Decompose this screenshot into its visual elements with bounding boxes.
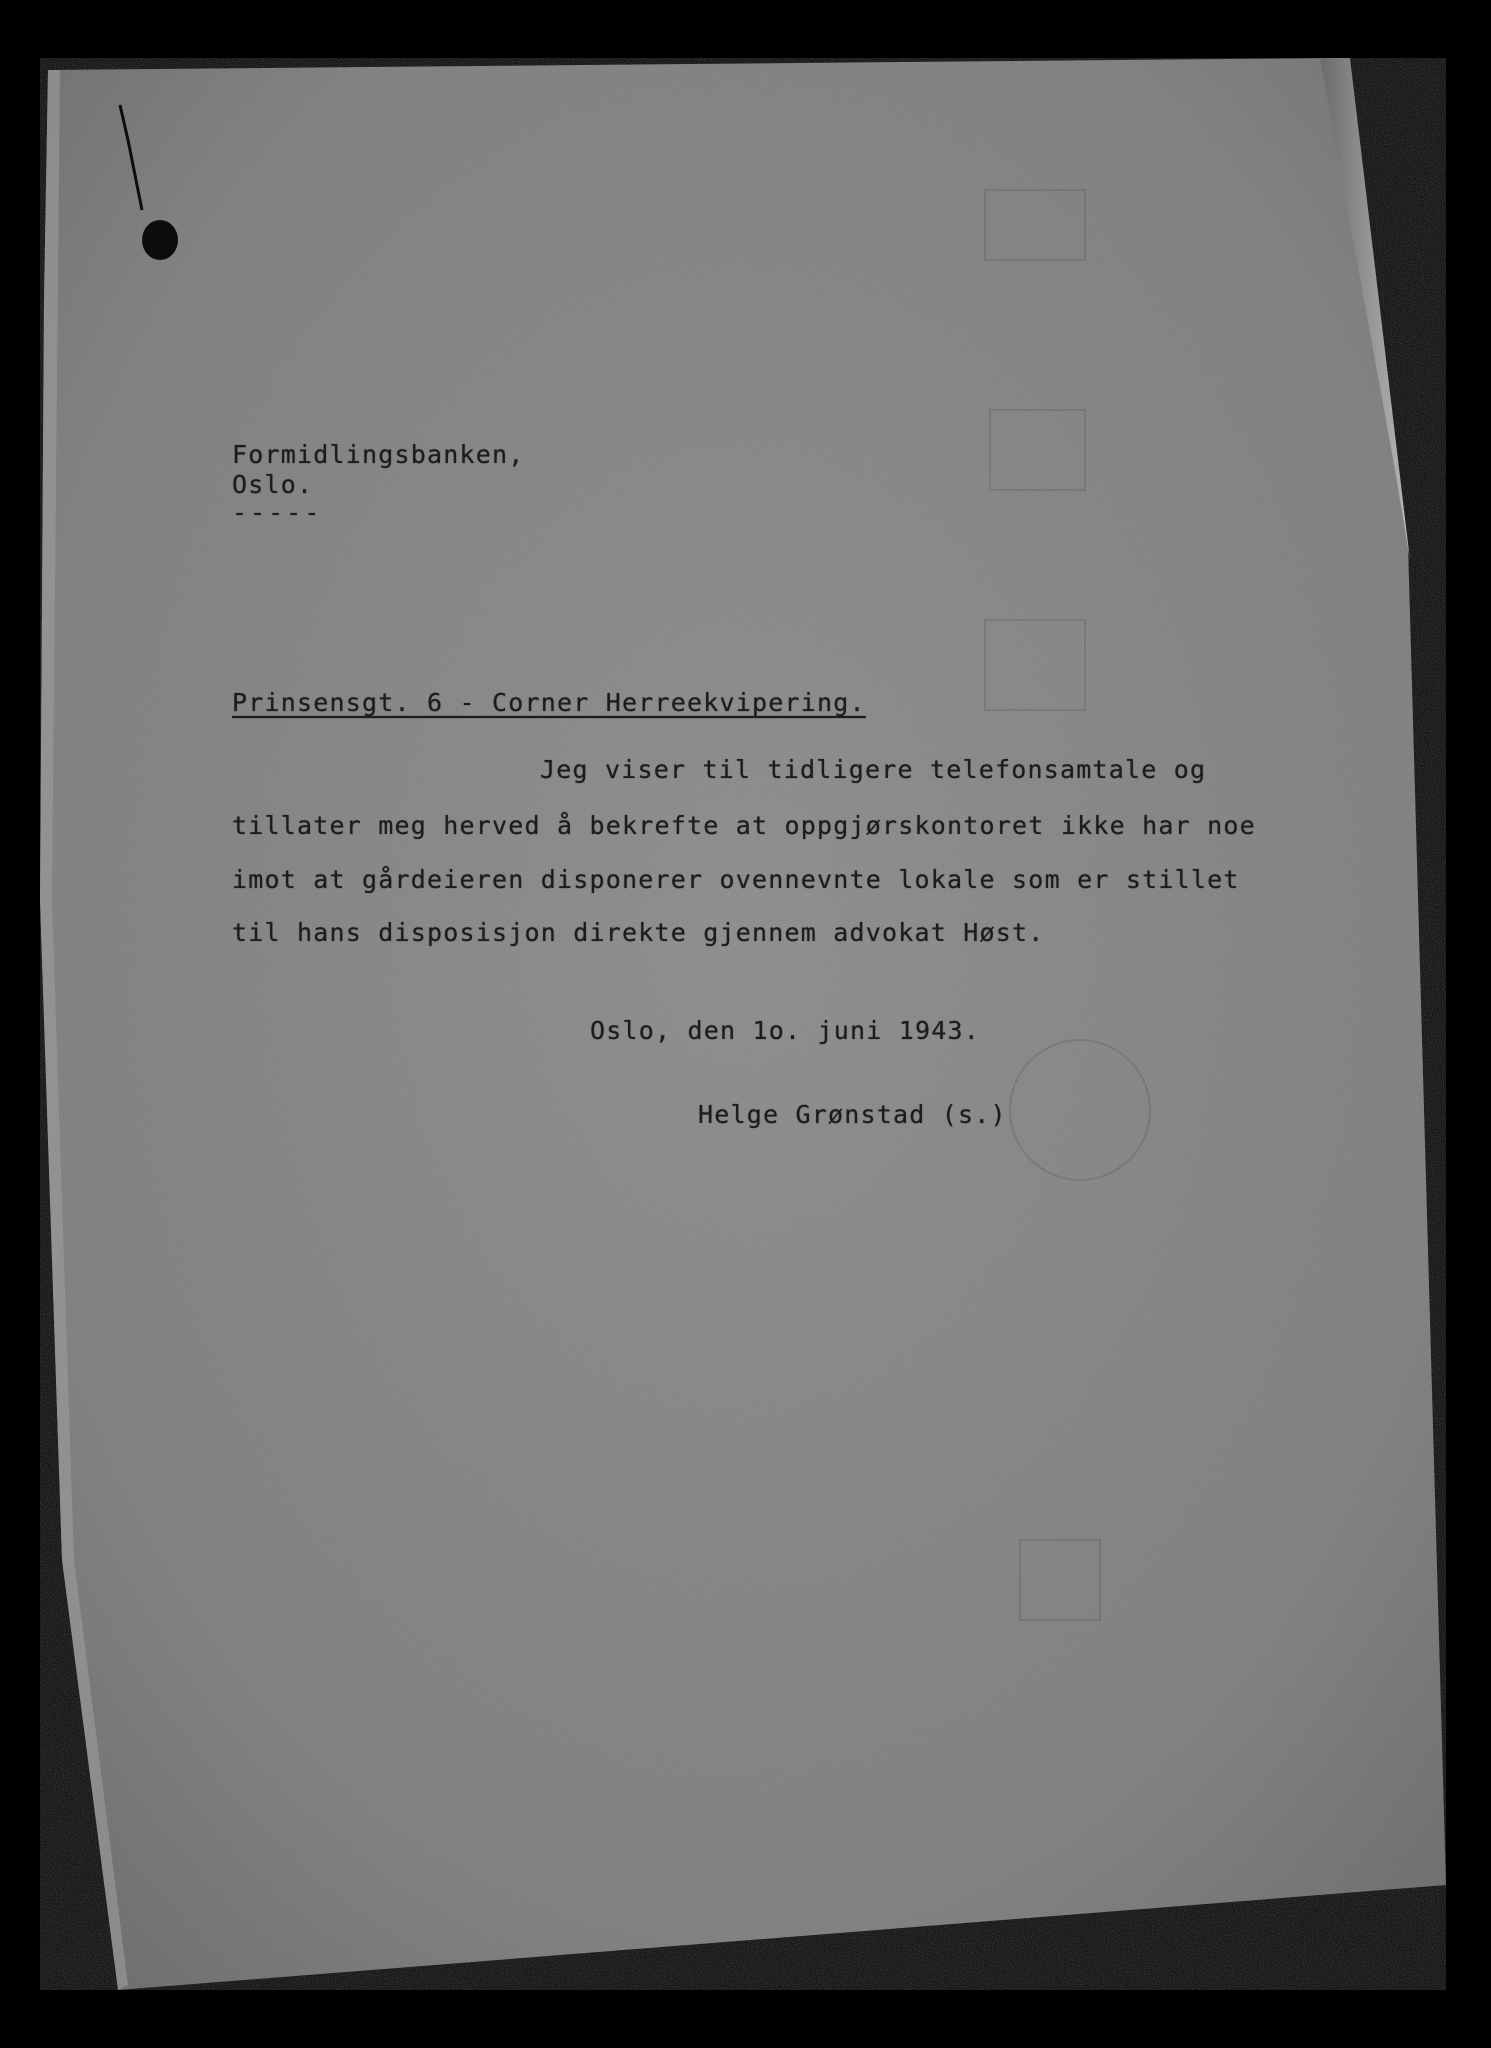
body-line: til hans disposisjon direkte gjennem advokat Høst. xyxy=(232,918,1045,947)
body-line: tillater meg herved å bekrefte at oppgjørskontoret ikke har noe xyxy=(232,811,1256,840)
recipient-name: Formidlingsbanken, xyxy=(232,440,525,469)
subject-line: Prinsensgt. 6 - Corner Herreekvipering. xyxy=(232,688,866,717)
recipient-city: Oslo. xyxy=(232,470,314,499)
body-line: Jeg viser til tidligere telefonsamtale og xyxy=(540,755,1207,784)
body-line: imot at gårdeieren disponerer ovennevnte lokale som er stillet xyxy=(232,865,1240,894)
date-line: Oslo, den 1o. juni 1943. xyxy=(590,1016,981,1045)
recipient-rule: ----- xyxy=(232,498,323,527)
signature-line: Helge Grønstad (s.) xyxy=(698,1100,1007,1129)
ink-blot xyxy=(142,220,178,260)
